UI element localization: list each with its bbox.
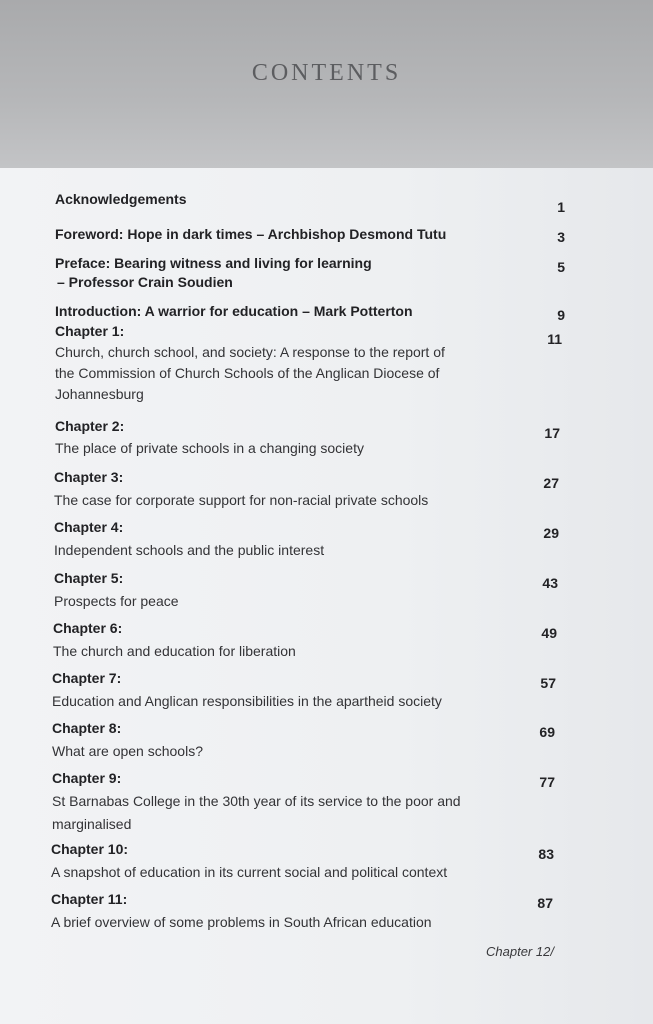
toc-page-number: 43 [542, 575, 558, 591]
toc-entry-heading: Chapter 10: [51, 841, 129, 857]
continuation-note: Chapter 12/ [486, 944, 554, 959]
toc-entry-heading: Chapter 5: [54, 570, 124, 586]
toc-page-number: 5 [557, 259, 565, 275]
toc-entry-heading: Chapter 6: [53, 620, 123, 636]
toc-page-number: 69 [539, 724, 555, 740]
toc-entry-heading: Introduction: A warrior for education – Mark Potterton [55, 303, 413, 319]
toc-entry-heading: Chapter 9: [52, 770, 122, 786]
toc-page-number: 11 [547, 331, 562, 347]
toc-page-number: 3 [557, 229, 565, 245]
toc-entry-heading: Preface: Bearing witness and living for learning [55, 255, 372, 271]
toc-entry-description: Education and Anglican responsibilities in the apartheid society [52, 693, 442, 709]
toc-entry-description: What are open schools? [52, 743, 203, 759]
toc-entry-description: A snapshot of education in its current social and political context [51, 864, 448, 880]
toc-entry-description: Johannesburg [55, 386, 144, 402]
toc-entry-description: The church and education for liberation [53, 643, 296, 659]
toc-entry-heading: Chapter 8: [52, 720, 122, 736]
toc-entry-heading: Chapter 4: [54, 519, 124, 535]
toc-page-number: 1 [557, 199, 565, 215]
toc-page-number: 87 [537, 895, 553, 911]
toc-entry-description: marginalised [52, 816, 132, 832]
toc-page-number: 17 [544, 425, 560, 441]
toc-page-number: 29 [543, 525, 559, 541]
page-title: CONTENTS [251, 60, 402, 86]
toc-entry-heading: Chapter 7: [52, 670, 122, 686]
toc-entry-description: Independent schools and the public interest [54, 542, 325, 558]
toc-page-number: 27 [543, 475, 559, 491]
toc-entry-description: Prospects for peace [54, 593, 179, 609]
toc-page-number: 57 [540, 675, 556, 691]
toc-entry-description: A brief overview of some problems in South African education [51, 914, 432, 930]
toc-entry-description: The place of private schools in a changing society [55, 440, 364, 456]
toc-entry-description: Church, church school, and society: A response to the report of [55, 344, 445, 360]
toc-page-number: 83 [538, 846, 554, 862]
toc-page-number: 49 [541, 625, 557, 641]
toc-entry-heading: Chapter 2: [55, 418, 125, 434]
toc-entry-heading: Chapter 3: [54, 469, 124, 485]
toc-page-number: 9 [557, 307, 565, 323]
toc-entry-heading: Chapter 1: [55, 323, 125, 339]
toc-entry-description: – Professor Crain Soudien [57, 274, 233, 290]
toc-entry-heading: Foreword: Hope in dark times – Archbishop Desmond Tutu [55, 226, 447, 242]
toc-page-number: 77 [539, 774, 555, 790]
toc-entry-heading: Chapter 11: [51, 891, 128, 907]
toc-entry-heading: Acknowledgements [55, 191, 187, 207]
toc-entry-description: St Barnabas College in the 30th year of its service to the poor and [52, 793, 461, 809]
toc-entry-description: The case for corporate support for non-racial private schools [54, 492, 429, 508]
toc-entry-description: the Commission of Church Schools of the Anglican Diocese of [55, 365, 440, 381]
